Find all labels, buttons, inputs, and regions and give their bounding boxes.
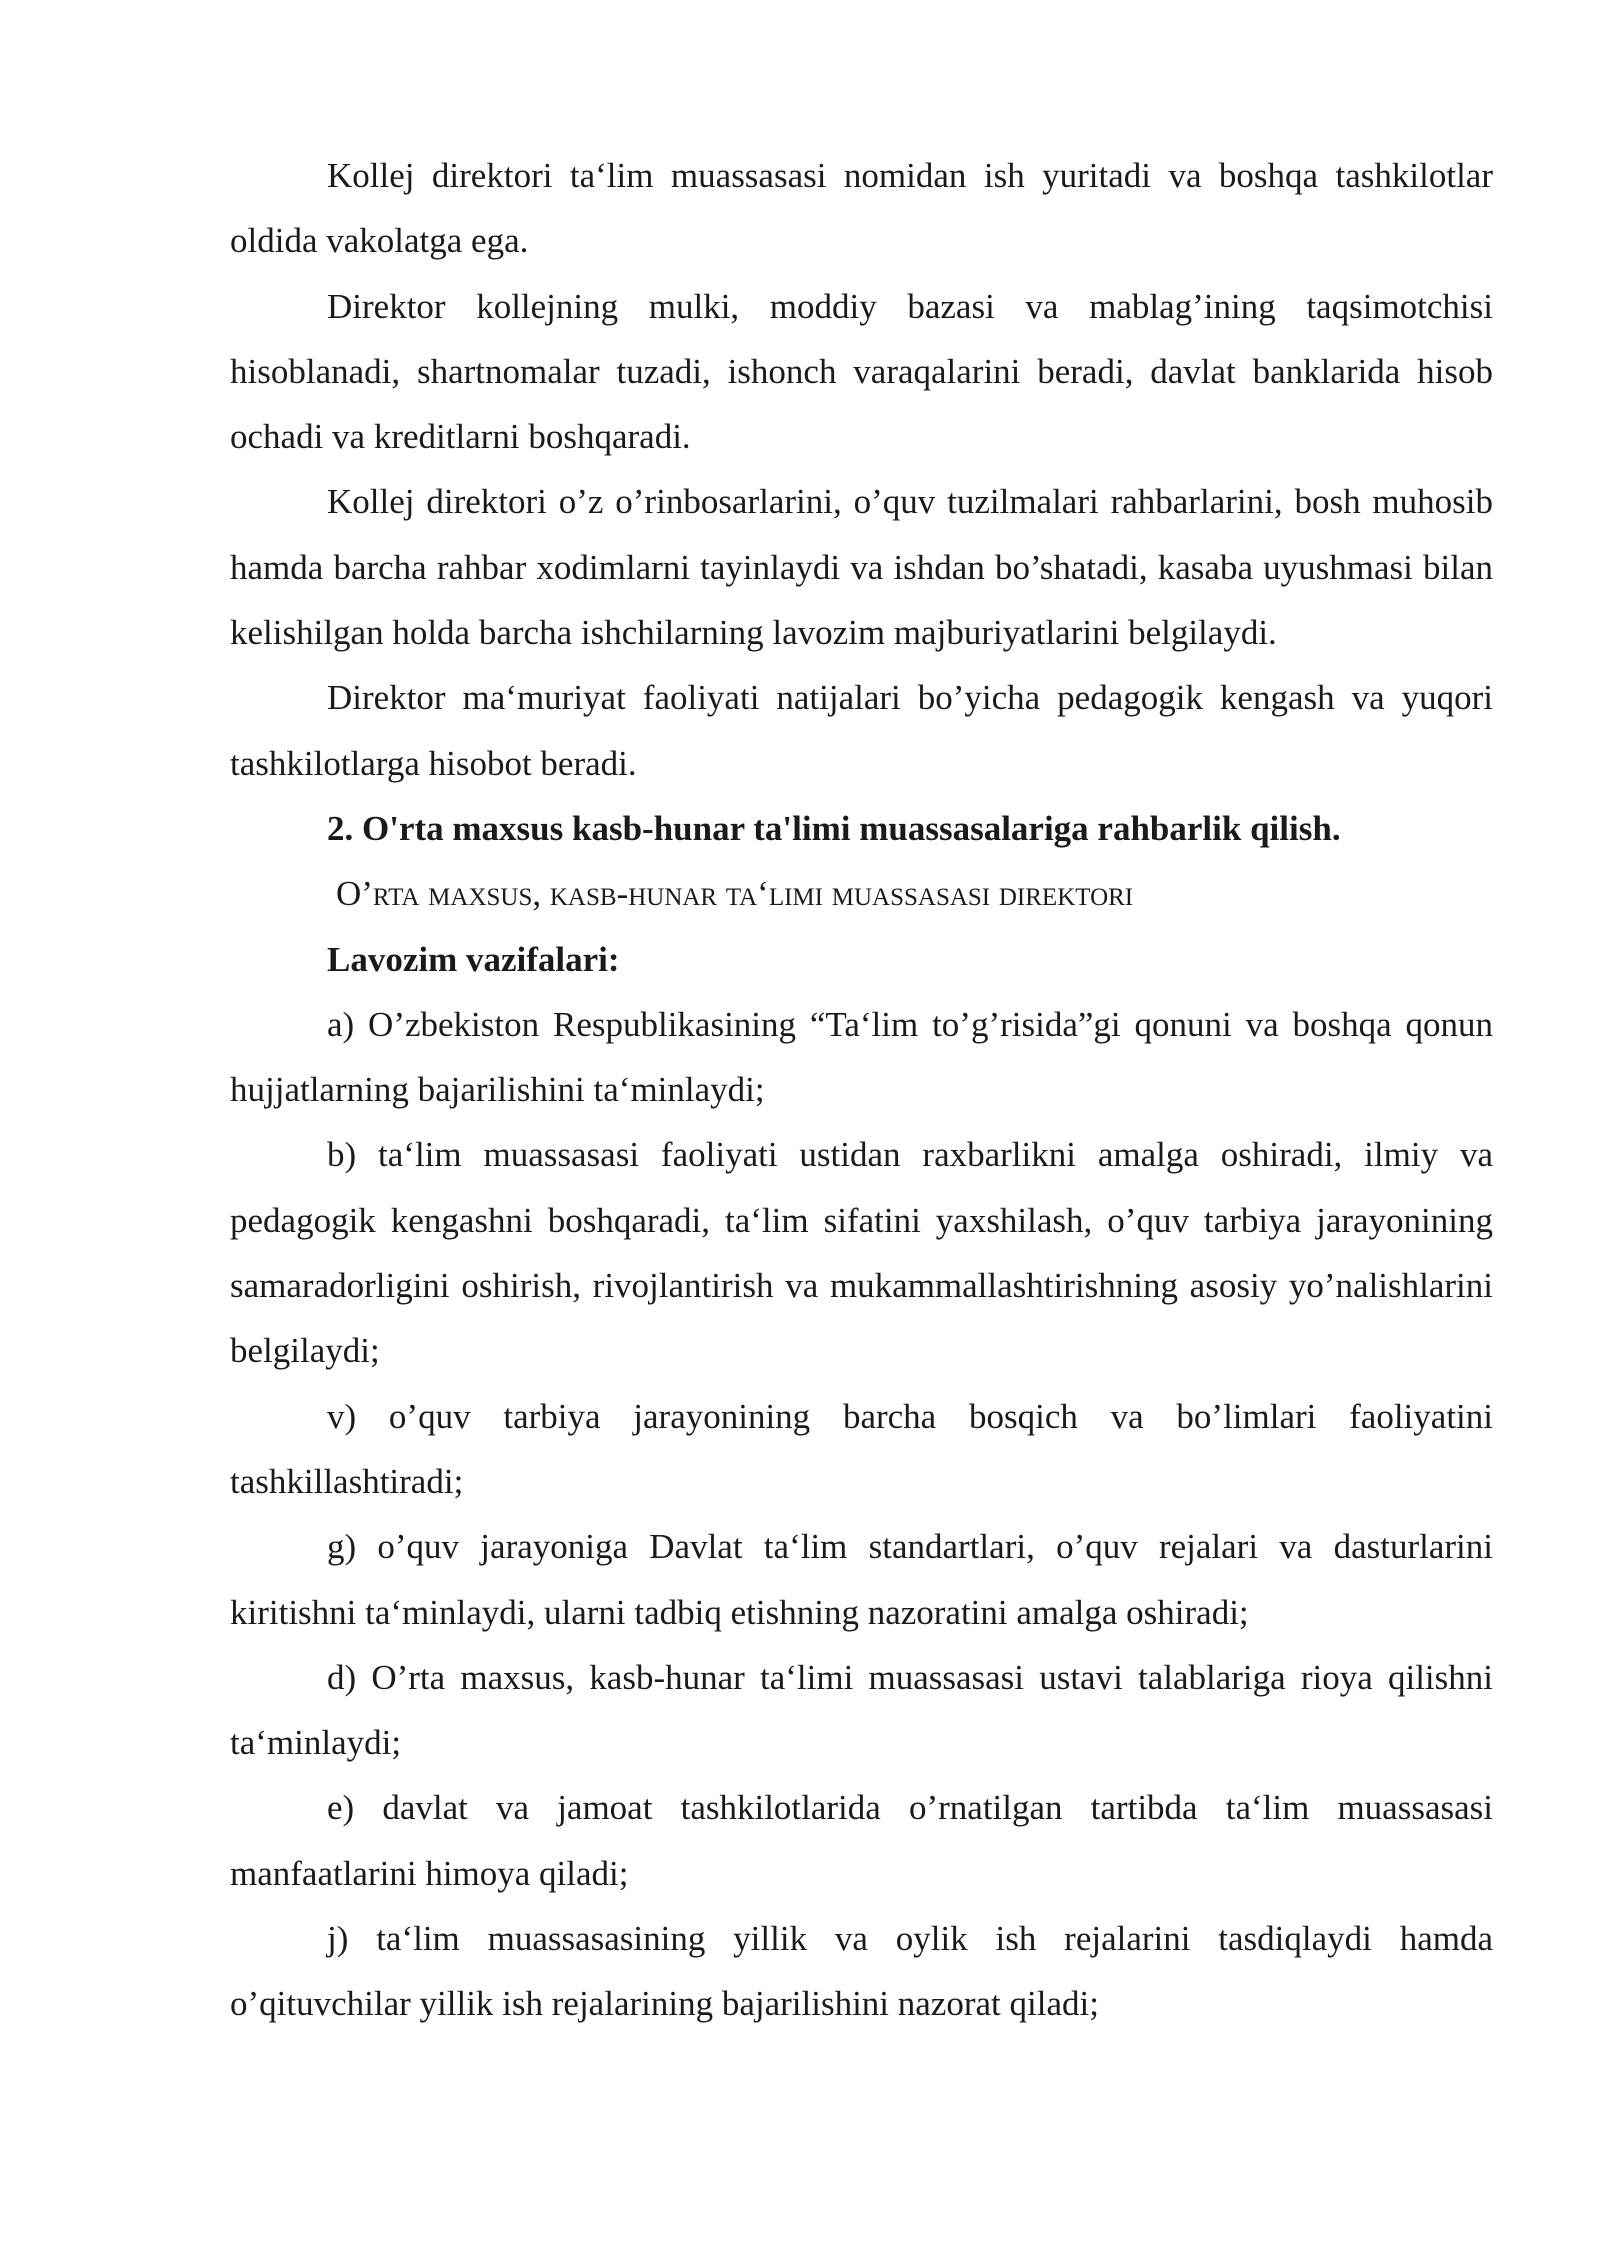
duty-item-d: d) O’rta maxsus, kasb-hunar ta‘limi muassasasi ustavi talablariga rioya qilishni ta‘minlaydi; bbox=[230, 1657, 1493, 1763]
document-body bbox=[230, 143, 1493, 2037]
duty-item-e: e) davlat va jamoat tashkilotlarida o’rnatilgan tartibda ta‘lim muassasasi manfaatlarini himoya qiladi; bbox=[230, 1788, 1493, 1893]
duty-item-g: g) o’quv jarayoniga Davlat ta‘lim standartlari, o’quv rejalari va dasturlarini kiritishni ta‘minlaydi, ularni tadbiq etishning nazoratini amalga oshiradi; bbox=[230, 1527, 1493, 1632]
caps-title: O’rta maxsus, kasb-hunar ta‘limi muassasasi direktori bbox=[336, 874, 1134, 914]
duties-heading: Lavozim vazifalari: bbox=[327, 939, 620, 979]
paragraph-director-property: Direktor kollejning mulki, moddiy bazasi va mablag’ining taqsimotchisi hisoblanadi, shartnomalar tuzadi, ishonch varaqalarini beradi, davlat banklarida hisob ochadi va kreditlarni boshqaradi. bbox=[230, 286, 1493, 457]
section-heading: 2. O'rta maxsus kasb-hunar ta'limi muassasalariga rahbarlik qilish. bbox=[327, 808, 1341, 848]
duty-item-v: v) o’quv tarbiya jarayonining barcha bosqich va bo’limlari faoliyatini tashkillashtiradi; bbox=[230, 1396, 1493, 1501]
duty-item-j: j) ta‘lim muassasasining yillik va oylik ish rejalarini tasdiqlaydi hamda o’qituvchilar yillik ish rejalarining bajarilishini nazorat qiladi; bbox=[230, 1919, 1493, 2024]
paragraph-director-reporting: Direktor ma‘muriyat faoliyati natijalari bo’yicha pedagogik kengash va yuqori tashkilotlarga hisobot beradi. bbox=[230, 678, 1493, 783]
paragraph-director-representation: Kollej direktori ta‘lim muassasasi nomidan ish yuritadi va boshqa tashkilotlar oldida vakolatga ega. bbox=[230, 156, 1493, 261]
duty-item-a: a) O’zbekiston Respublikasining “Ta‘lim to’g’risida”gi qonuni va boshqa qonun hujjatlarning bajarilishini ta‘minlaydi; bbox=[230, 1004, 1493, 1110]
duty-item-b: b) ta‘lim muassasasi faoliyati ustidan raxbarlikni amalga oshiradi, ilmiy va pedagogik kengashni boshqaradi, ta‘lim sifatini yaxshilash, o’quv tarbiya jarayonining samaradorligini oshirish, rivojlantirish va mukammallashtirishning asosiy yo’nalishlarini belgilaydi; bbox=[230, 1135, 1493, 1371]
paragraph-director-appointments: Kollej direktori o’z o’rinbosarlarini, o’quv tuzilmalari rahbarlarini, bosh muhosib hamda barcha rahbar xodimlarni tayinlaydi va ishdan bo’shatadi, kasaba uyushmasi bilan kelishilgan holda barcha ishchilarning lavozim majburiyatlarini belgilaydi. bbox=[230, 482, 1493, 653]
